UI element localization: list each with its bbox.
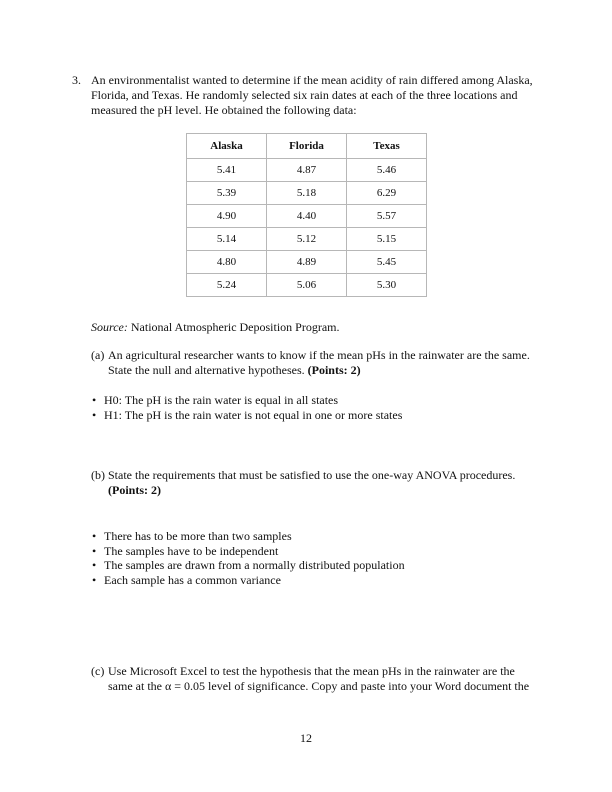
table-cell: 6.29: [347, 182, 427, 205]
part-b-points: (Points: 2): [108, 483, 161, 497]
part-a-label: (a): [91, 348, 105, 362]
list-item: • The samples are drawn from a normally distributed population: [92, 558, 405, 573]
table-cell: 5.24: [187, 274, 267, 297]
table-row: [187, 274, 427, 297]
column-header-alaska: Alaska: [187, 134, 267, 159]
list-item: • H0: The pH is the rain water is equal in all states: [92, 393, 402, 408]
column-header-florida: Florida: [267, 134, 347, 159]
table-cell: 4.90: [187, 205, 267, 228]
table-cell: 5.30: [347, 274, 427, 297]
intro-line: Florida, and Texas. He randomly selected six rain dates at each of the three locations and: [91, 88, 518, 102]
table-cell: 4.40: [267, 205, 347, 228]
page-number: 12: [300, 731, 312, 745]
intro-line: An environmentalist wanted to determine if the mean acidity of rain differed among Alaska,: [91, 73, 533, 87]
table-row: [187, 228, 427, 251]
table-cell: 5.15: [347, 228, 427, 251]
part-b-answers: [92, 529, 405, 587]
part-c-prompt: Use Microsoft Excel to test the hypothesis that the mean pHs in the rainwater are the same at the α = 0.05 level of significance. Copy and paste into your Word document the: [108, 664, 530, 693]
source-citation: [91, 320, 340, 335]
ph-data-table: [186, 133, 427, 297]
list-item: • The samples have to be independent: [92, 544, 405, 559]
intro-line: measured the pH level. He obtained the following data:: [91, 103, 357, 117]
column-header-texas: Texas: [347, 134, 427, 159]
table-cell: 4.89: [267, 251, 347, 274]
table-cell: 5.39: [187, 182, 267, 205]
table-header-row: [187, 134, 427, 159]
table-cell: 4.80: [187, 251, 267, 274]
table-cell: 5.57: [347, 205, 427, 228]
table-row: [187, 159, 427, 182]
source-text: National Atmospheric Deposition Program.: [127, 320, 340, 334]
source-label: Source:: [91, 320, 128, 334]
part-b-label: (b): [91, 468, 105, 482]
part-a-answers: [92, 393, 402, 422]
table-cell: 5.45: [347, 251, 427, 274]
table-cell: 5.12: [267, 228, 347, 251]
table-cell: 5.18: [267, 182, 347, 205]
table-row: [187, 182, 427, 205]
question-intro: [91, 73, 541, 118]
list-item: • There has to be more than two samples: [92, 529, 405, 544]
list-item: • Each sample has a common variance: [92, 573, 405, 588]
question-number: 3.: [72, 73, 81, 87]
table-cell: 5.46: [347, 159, 427, 182]
part-b-prompt: State the requirements that must be satisfied to use the one-way ANOVA procedures. (Points: 2): [108, 468, 516, 497]
table-cell: 5.06: [267, 274, 347, 297]
table-cell: 4.87: [267, 159, 347, 182]
table-cell: 5.41: [187, 159, 267, 182]
table-row: [187, 205, 427, 228]
part-a-points: (Points: 2): [307, 363, 361, 377]
list-item: • H1: The pH is the rain water is not equal in one or more states: [92, 408, 402, 423]
table-row: [187, 251, 427, 274]
part-c-label: (c): [91, 664, 105, 678]
part-a-prompt: An agricultural researcher wants to know if the mean pHs in the rainwater are the same. State the null and alternative hypotheses. (Points: 2): [108, 348, 530, 377]
table-cell: 5.14: [187, 228, 267, 251]
